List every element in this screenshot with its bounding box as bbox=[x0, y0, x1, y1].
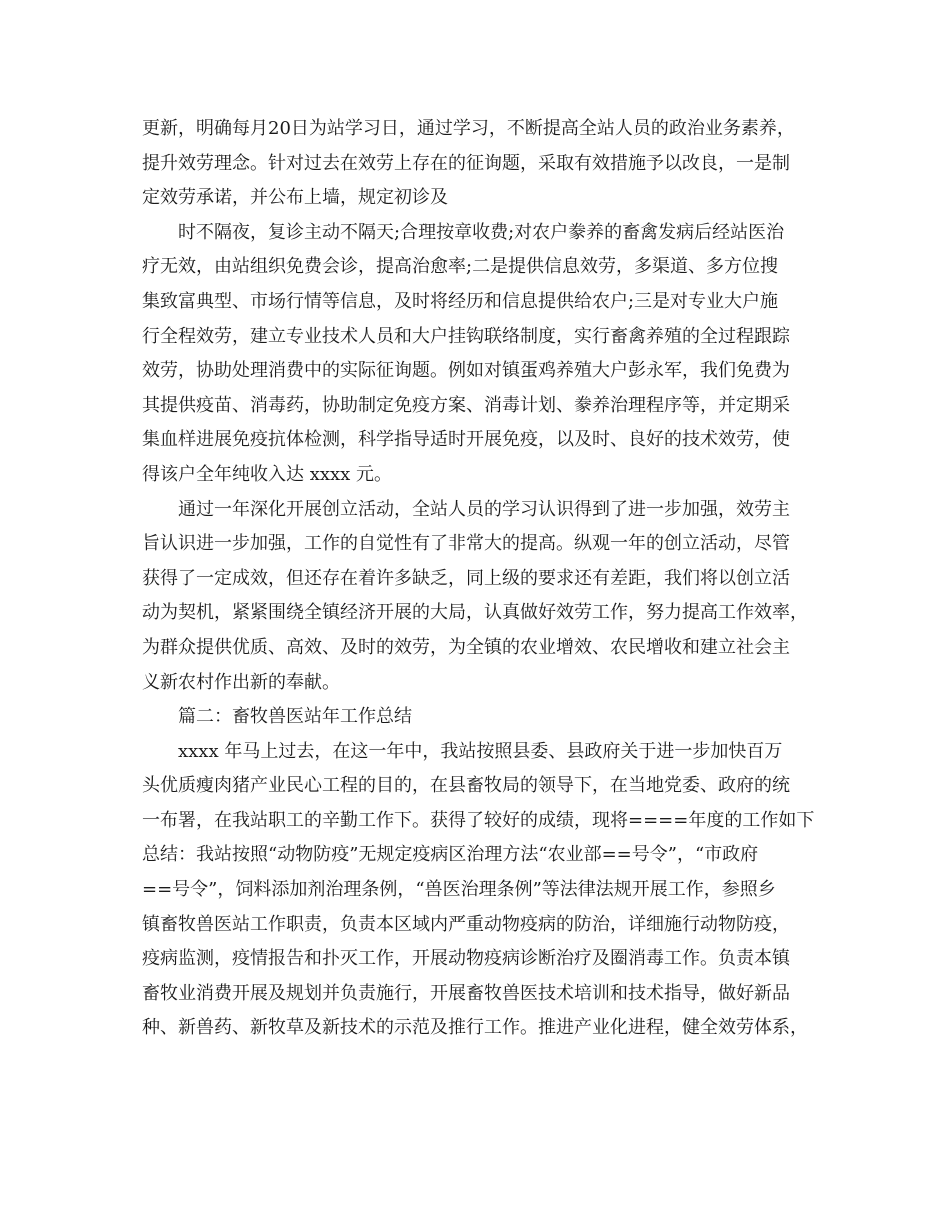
text-line: 总结：我站按照“动物防疫”无规定疫病区治理方法“农业部==号令”，“市政府 bbox=[142, 844, 759, 866]
text-line: 得该户全年纯收入达 xxxx 元。 bbox=[142, 463, 393, 485]
text-line: 篇二：畜牧兽医站年工作总结 bbox=[178, 706, 412, 728]
text-line: 疗无效，由站组织免费会诊，提高治愈率;二是提供信息效劳，多渠道、多方位搜 bbox=[142, 256, 779, 278]
text-line: 疫病监测，疫情报告和扑灭工作，开展动物疫病诊断治疗及圈消毒工作。负责本镇 bbox=[142, 948, 790, 970]
text-line: 集致富典型、市场行情等信息，及时将经历和信息提供给农户;三是对专业大户施 bbox=[142, 290, 779, 312]
text-line: 更新，明确每月20日为站学习日，通过学习，不断提高全站人员的政治业务素养， bbox=[142, 118, 795, 139]
text-line: 集血样进展免疫抗体检测，科学指导适时开展免疫，以及时、良好的技术效劳，使 bbox=[142, 429, 790, 451]
text-line: 行全程效劳，建立专业技术人员和大户挂钩联络制度，实行畜禽养殖的全过程跟踪 bbox=[142, 325, 790, 347]
text-line: 其提供疫苗、消毒药，协助制定免疫方案、消毒计划、豢养治理程序等，并定期采 bbox=[142, 394, 790, 416]
text-line: 为群众提供优质、高效、及时的效劳，为全镇的农业增效、农民增收和建立社会主 bbox=[142, 636, 790, 658]
text-line: 头优质瘦肉猪产业民心工程的目的，在县畜牧局的领导下，在当地党委、政府的统 bbox=[142, 775, 790, 797]
text-line: xxxx 年马上过去，在这一年中，我站按照县委、县政府关于进一步加快百万 bbox=[178, 740, 783, 762]
text-line: 通过一年深化开展创立活动，全站人员的学习认识得到了进一步加强，效劳主 bbox=[178, 498, 790, 520]
text-line: 镇畜牧兽医站工作职责，负责本区域内严重动物疫病的防治，详细施行动物防疫， bbox=[142, 913, 790, 935]
document-body bbox=[142, 112, 832, 1046]
text-line: 效劳，协助处理消费中的实际征询题。例如对镇蛋鸡养殖大户彭永军，我们免费为 bbox=[142, 360, 790, 382]
text-line: 时不隔夜，复诊主动不隔天;合理按章收费;对农户豢养的畜禽发病后经站医治 bbox=[178, 221, 785, 243]
text-line: 一布署，在我站职工的辛勤工作下。获得了较好的成绩，现将====年度的工作如下 bbox=[142, 809, 815, 831]
text-line: ==号令”，饲料添加剂治理条例，“兽医治理条例”等法律法规开展工作，参照乡 bbox=[142, 879, 776, 901]
text-line: 获得了一定成效，但还存在着许多缺乏，同上级的要求还有差距，我们将以创立活 bbox=[142, 567, 790, 589]
text-line: 动为契机，紧紧围绕全镇经济开展的大局，认真做好效劳工作，努力提高工作效率， bbox=[142, 602, 808, 624]
text-line: 种、新兽药、新牧草及新技术的示范及推行工作。推进产业化进程，健全效劳体系， bbox=[142, 1017, 808, 1039]
text-line: 提升效劳理念。针对过去在效劳上存在的征询题，采取有效措施予以改良，一是制 bbox=[142, 152, 790, 174]
text-line: 义新农村作出新的奉献。 bbox=[142, 671, 340, 693]
text-line: 定效劳承诺，并公布上墙，规定初诊及 bbox=[142, 187, 448, 209]
text-line: 旨认识进一步加强，工作的自觉性有了非常大的提高。纵观一年的创立活动，尽管 bbox=[142, 533, 790, 555]
text-line: 畜牧业消费开展及规划并负责施行，开展畜牧兽医技术培训和技术指导，做好新品 bbox=[142, 982, 790, 1004]
